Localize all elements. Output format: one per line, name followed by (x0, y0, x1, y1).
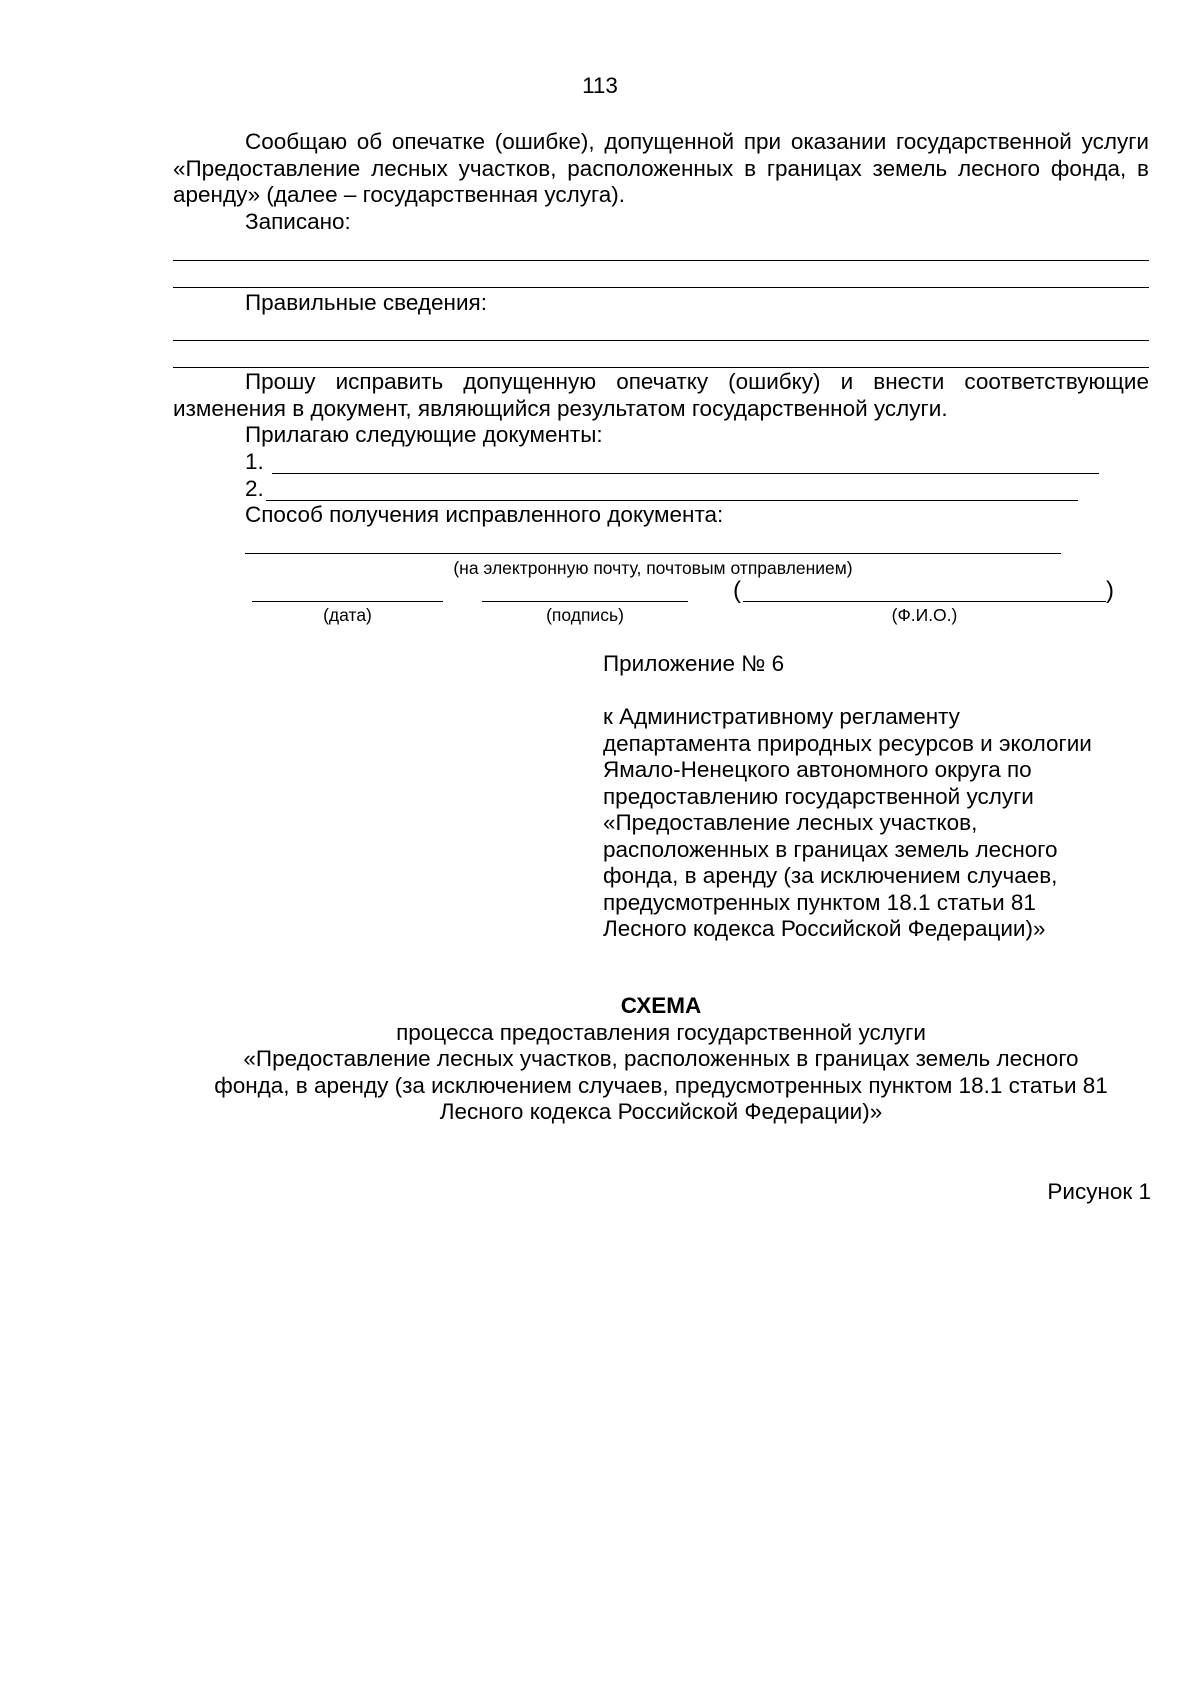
appendix-line: предоставлению государственной услуги (603, 783, 1034, 809)
appendix-line: департамента природных ресурсов и экологии (603, 730, 1092, 756)
attach-label: Прилагаю следующие документы: (245, 422, 603, 447)
figure-label: Рисунок 1 (1047, 1179, 1151, 1204)
scheme-line: Лесного кодекса Российской Федерации)» (439, 1099, 883, 1124)
fio-close-paren: ) (1106, 577, 1114, 604)
appendix-line: расположенных в границах земель лесного (603, 836, 1058, 862)
date-caption: (дата) (323, 605, 372, 625)
appendix-title: Приложение № 6 (603, 651, 785, 676)
appendix-text (603, 704, 1163, 943)
request-paragraph: Прошу исправить допущенную опечатку (ошибку) и внести соответствующие изменения в документ, являющийся результатом государственной услуги. (173, 369, 1149, 421)
recorded-line-1 (173, 260, 1149, 261)
scheme-line: «Предоставление лесных участков, расположенных в границах земель лесного (243, 1046, 1079, 1071)
fio-caption: (Ф.И.О.) (891, 605, 958, 625)
recorded-label: Записано: (245, 209, 351, 234)
receive-line (245, 553, 1061, 554)
page-number: 113 (582, 73, 618, 98)
date-line (252, 601, 443, 602)
scheme-line: фонда, в аренду (за исключением случаев, предусмотренных пунктом 18.1 статьи 81 (214, 1072, 1108, 1098)
correct-line-2 (173, 367, 1149, 368)
receive-label: Способ получения исправленного документа: (245, 502, 724, 527)
appendix-line: предусмотренных пунктом 18.1 статьи 81 (603, 889, 1036, 915)
correct-line-1 (173, 340, 1149, 341)
report-paragraph: Сообщаю об опечатке (ошибке), допущенной при оказании государственной услуги «Предоставление лесных участков, расположенных в границах земель лесного фонда, в аренду» (далее – государственная услуга). (173, 129, 1149, 207)
scheme-heading (173, 993, 1149, 1126)
recorded-line-2 (173, 287, 1149, 288)
appendix-line: «Предоставление лесных участков, (603, 810, 978, 835)
appendix-line: фонда, в аренду (за исключением случаев, (603, 863, 1058, 888)
signature-caption: (подпись) (546, 605, 624, 625)
attach-item-1-line (272, 473, 1099, 474)
attach-item-2-line (266, 500, 1078, 501)
appendix-line: Ямало-Ненецкого автономного округа по (603, 757, 1032, 782)
scheme-line: процесса предоставления государственной услуги (396, 1019, 926, 1045)
appendix-line: к Административному регламенту (603, 704, 960, 729)
fio-open-paren: ( (733, 577, 741, 604)
attach-item-2-number: 2. (245, 476, 264, 501)
scheme-title: СХЕМА (620, 993, 702, 1018)
signature-line (482, 601, 688, 602)
receive-hint: (на электронную почту, почтовым отправлением) (453, 558, 853, 578)
correct-label: Правильные сведения: (245, 290, 487, 315)
attach-item-1-number: 1. (245, 449, 264, 474)
appendix-line: Лесного кодекса Российской Федерации)» (603, 916, 1046, 941)
fio-line (743, 601, 1106, 602)
